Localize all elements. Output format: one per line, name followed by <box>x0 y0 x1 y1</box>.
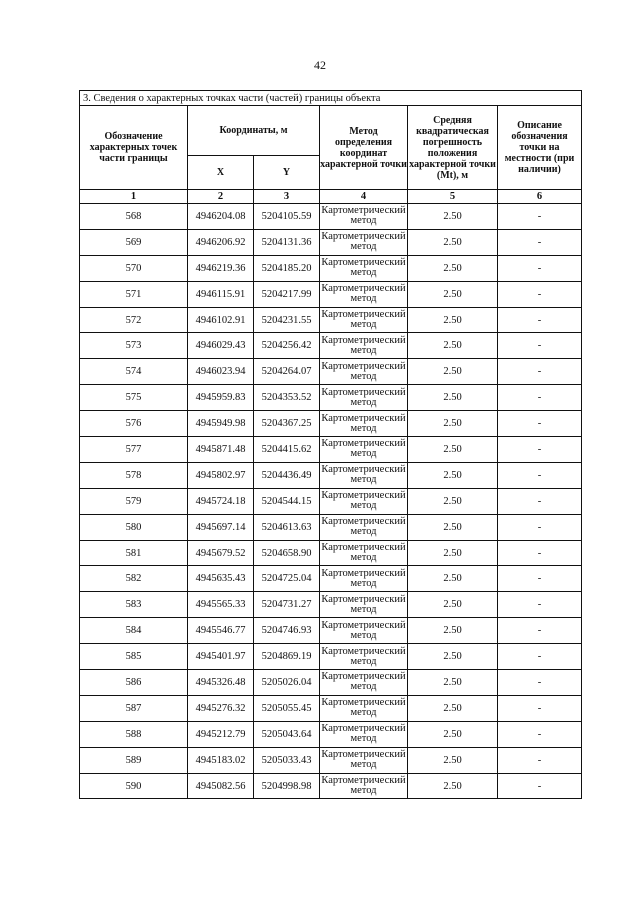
x-coordinate-cell: 4945401.97 <box>188 644 254 670</box>
error-cell: 2.50 <box>408 695 498 721</box>
x-coordinate-cell: 4945326.48 <box>188 670 254 696</box>
y-coordinate-cell: 5204436.49 <box>254 462 320 488</box>
description-cell: - <box>498 721 582 747</box>
column-number: 4 <box>320 190 408 204</box>
error-cell: 2.50 <box>408 333 498 359</box>
table-row <box>80 540 582 566</box>
table-row <box>80 281 582 307</box>
y-coordinate-cell: 5204544.15 <box>254 488 320 514</box>
error-cell: 2.50 <box>408 488 498 514</box>
y-coordinate-cell: 5205055.45 <box>254 695 320 721</box>
y-coordinate-cell: 5204613.63 <box>254 514 320 540</box>
method-cell: Картометрический метод <box>320 307 408 333</box>
table-body <box>80 204 582 799</box>
error-cell: 2.50 <box>408 721 498 747</box>
y-coordinate-cell: 5204217.99 <box>254 281 320 307</box>
y-coordinate-cell: 5204731.27 <box>254 592 320 618</box>
y-coordinate-cell: 5204658.90 <box>254 540 320 566</box>
point-number-cell: 580 <box>80 514 188 540</box>
x-coordinate-cell: 4945949.98 <box>188 411 254 437</box>
error-cell: 2.50 <box>408 229 498 255</box>
point-number-cell: 579 <box>80 488 188 514</box>
method-cell: Картометрический метод <box>320 747 408 773</box>
error-cell: 2.50 <box>408 747 498 773</box>
point-number-cell: 581 <box>80 540 188 566</box>
method-cell: Картометрический метод <box>320 437 408 463</box>
boundary-points-table <box>79 90 582 799</box>
x-coordinate-cell: 4945802.97 <box>188 462 254 488</box>
table-caption: 3. Сведения о характерных точках части (частей) границы объекта <box>80 91 582 106</box>
y-coordinate-cell: 5204998.98 <box>254 773 320 799</box>
description-cell: - <box>498 670 582 696</box>
x-coordinate-cell: 4945546.77 <box>188 618 254 644</box>
table-row <box>80 307 582 333</box>
description-cell: - <box>498 695 582 721</box>
method-cell: Картометрический метод <box>320 281 408 307</box>
y-coordinate-cell: 5204367.25 <box>254 411 320 437</box>
description-cell: - <box>498 333 582 359</box>
error-cell: 2.50 <box>408 592 498 618</box>
y-coordinate-cell: 5204256.42 <box>254 333 320 359</box>
point-number-cell: 589 <box>80 747 188 773</box>
error-cell: 2.50 <box>408 618 498 644</box>
point-number-cell: 569 <box>80 229 188 255</box>
method-cell: Картометрический метод <box>320 359 408 385</box>
table-row <box>80 618 582 644</box>
description-cell: - <box>498 514 582 540</box>
table-row <box>80 411 582 437</box>
description-cell: - <box>498 462 582 488</box>
header-description: Описание обозначения точки на местности (при наличии) <box>498 106 582 190</box>
y-coordinate-cell: 5205033.43 <box>254 747 320 773</box>
method-cell: Картометрический метод <box>320 695 408 721</box>
description-cell: - <box>498 644 582 670</box>
x-coordinate-cell: 4945565.33 <box>188 592 254 618</box>
point-number-cell: 587 <box>80 695 188 721</box>
point-number-cell: 571 <box>80 281 188 307</box>
x-coordinate-cell: 4945635.43 <box>188 566 254 592</box>
method-cell: Картометрический метод <box>320 385 408 411</box>
description-cell: - <box>498 540 582 566</box>
table-row <box>80 437 582 463</box>
point-number-cell: 575 <box>80 385 188 411</box>
method-cell: Картометрический метод <box>320 411 408 437</box>
point-number-cell: 585 <box>80 644 188 670</box>
x-coordinate-cell: 4945697.14 <box>188 514 254 540</box>
x-coordinate-cell: 4945183.02 <box>188 747 254 773</box>
header-x: X <box>188 156 254 190</box>
table-row <box>80 566 582 592</box>
method-cell: Картометрический метод <box>320 644 408 670</box>
table-row <box>80 773 582 799</box>
description-cell: - <box>498 281 582 307</box>
x-coordinate-cell: 4946023.94 <box>188 359 254 385</box>
header-coordinates: Координаты, м <box>188 106 320 156</box>
point-number-cell: 572 <box>80 307 188 333</box>
point-number-cell: 583 <box>80 592 188 618</box>
description-cell: - <box>498 618 582 644</box>
x-coordinate-cell: 4946206.92 <box>188 229 254 255</box>
table-row <box>80 229 582 255</box>
description-cell: - <box>498 437 582 463</box>
x-coordinate-cell: 4946029.43 <box>188 333 254 359</box>
method-cell: Картометрический метод <box>320 204 408 230</box>
point-number-cell: 577 <box>80 437 188 463</box>
table-row <box>80 204 582 230</box>
error-cell: 2.50 <box>408 411 498 437</box>
method-cell: Картометрический метод <box>320 333 408 359</box>
description-cell: - <box>498 411 582 437</box>
point-number-cell: 588 <box>80 721 188 747</box>
y-coordinate-cell: 5204415.62 <box>254 437 320 463</box>
column-number: 5 <box>408 190 498 204</box>
error-cell: 2.50 <box>408 204 498 230</box>
method-cell: Картометрический метод <box>320 462 408 488</box>
y-coordinate-cell: 5204131.36 <box>254 229 320 255</box>
x-coordinate-cell: 4946219.36 <box>188 255 254 281</box>
error-cell: 2.50 <box>408 566 498 592</box>
y-coordinate-cell: 5204105.59 <box>254 204 320 230</box>
column-numbers-row <box>80 190 582 204</box>
description-cell: - <box>498 204 582 230</box>
y-coordinate-cell: 5205043.64 <box>254 721 320 747</box>
table-row <box>80 670 582 696</box>
column-number: 6 <box>498 190 582 204</box>
description-cell: - <box>498 255 582 281</box>
error-cell: 2.50 <box>408 281 498 307</box>
x-coordinate-cell: 4945871.48 <box>188 437 254 463</box>
table-row <box>80 592 582 618</box>
error-cell: 2.50 <box>408 462 498 488</box>
method-cell: Картометрический метод <box>320 773 408 799</box>
method-cell: Картометрический метод <box>320 670 408 696</box>
x-coordinate-cell: 4945212.79 <box>188 721 254 747</box>
description-cell: - <box>498 307 582 333</box>
x-coordinate-cell: 4946115.91 <box>188 281 254 307</box>
x-coordinate-cell: 4945959.83 <box>188 385 254 411</box>
method-cell: Картометрический метод <box>320 514 408 540</box>
table-row <box>80 359 582 385</box>
table-row <box>80 721 582 747</box>
x-coordinate-cell: 4945724.18 <box>188 488 254 514</box>
description-cell: - <box>498 566 582 592</box>
method-cell: Картометрический метод <box>320 229 408 255</box>
x-coordinate-cell: 4945679.52 <box>188 540 254 566</box>
point-number-cell: 573 <box>80 333 188 359</box>
description-cell: - <box>498 773 582 799</box>
point-number-cell: 576 <box>80 411 188 437</box>
point-number-cell: 582 <box>80 566 188 592</box>
header-method: Метод определения координат характерной точки <box>320 106 408 190</box>
y-coordinate-cell: 5204746.93 <box>254 618 320 644</box>
description-cell: - <box>498 747 582 773</box>
point-number-cell: 586 <box>80 670 188 696</box>
table-row <box>80 333 582 359</box>
method-cell: Картометрический метод <box>320 255 408 281</box>
point-number-cell: 574 <box>80 359 188 385</box>
error-cell: 2.50 <box>408 255 498 281</box>
column-number: 3 <box>254 190 320 204</box>
method-cell: Картометрический метод <box>320 566 408 592</box>
table-row <box>80 514 582 540</box>
table-row <box>80 644 582 670</box>
description-cell: - <box>498 359 582 385</box>
error-cell: 2.50 <box>408 514 498 540</box>
column-number: 1 <box>80 190 188 204</box>
method-cell: Картометрический метод <box>320 488 408 514</box>
header-y: Y <box>254 156 320 190</box>
point-number-cell: 568 <box>80 204 188 230</box>
error-cell: 2.50 <box>408 644 498 670</box>
error-cell: 2.50 <box>408 385 498 411</box>
table-row <box>80 747 582 773</box>
description-cell: - <box>498 229 582 255</box>
method-cell: Картометрический метод <box>320 721 408 747</box>
table-row <box>80 385 582 411</box>
table-row <box>80 488 582 514</box>
x-coordinate-cell: 4945082.56 <box>188 773 254 799</box>
point-number-cell: 590 <box>80 773 188 799</box>
error-cell: 2.50 <box>408 307 498 333</box>
y-coordinate-cell: 5204869.19 <box>254 644 320 670</box>
y-coordinate-cell: 5204264.07 <box>254 359 320 385</box>
y-coordinate-cell: 5204725.04 <box>254 566 320 592</box>
error-cell: 2.50 <box>408 359 498 385</box>
page-number: 42 <box>314 58 326 72</box>
error-cell: 2.50 <box>408 540 498 566</box>
error-cell: 2.50 <box>408 670 498 696</box>
y-coordinate-cell: 5204231.55 <box>254 307 320 333</box>
y-coordinate-cell: 5204353.52 <box>254 385 320 411</box>
method-cell: Картометрический метод <box>320 540 408 566</box>
table-row <box>80 462 582 488</box>
x-coordinate-cell: 4946204.08 <box>188 204 254 230</box>
header-designation: Обозначение характерных точек части границы <box>80 106 188 190</box>
method-cell: Картометрический метод <box>320 592 408 618</box>
table-row <box>80 255 582 281</box>
x-coordinate-cell: 4945276.32 <box>188 695 254 721</box>
header-error: Средняя квадратическая погрешность положения характерной точки (Mt), м <box>408 106 498 190</box>
error-cell: 2.50 <box>408 773 498 799</box>
description-cell: - <box>498 488 582 514</box>
description-cell: - <box>498 592 582 618</box>
error-cell: 2.50 <box>408 437 498 463</box>
x-coordinate-cell: 4946102.91 <box>188 307 254 333</box>
y-coordinate-cell: 5204185.20 <box>254 255 320 281</box>
point-number-cell: 570 <box>80 255 188 281</box>
column-number: 2 <box>188 190 254 204</box>
description-cell: - <box>498 385 582 411</box>
point-number-cell: 584 <box>80 618 188 644</box>
y-coordinate-cell: 5205026.04 <box>254 670 320 696</box>
point-number-cell: 578 <box>80 462 188 488</box>
table-row <box>80 695 582 721</box>
method-cell: Картометрический метод <box>320 618 408 644</box>
